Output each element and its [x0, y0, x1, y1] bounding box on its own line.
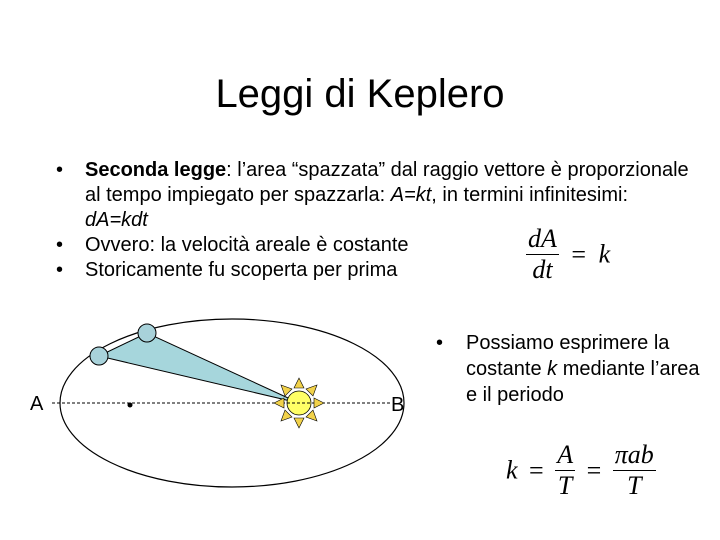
ellipse-center	[128, 403, 133, 408]
planet-position-1	[138, 324, 156, 342]
second-law-infinitesimal: , in termini infinitesimi:	[431, 184, 629, 206]
planet-position-2	[90, 347, 108, 365]
constant-k-symbol: k	[547, 358, 558, 380]
formula2-equals-2: =	[586, 455, 602, 485]
formula2-den-1: T	[555, 470, 575, 501]
constant-k-intro: Possiamo esprimere la costante	[466, 332, 670, 380]
formula-rhs: k	[598, 239, 611, 269]
formula2-fraction-ellipse	[613, 440, 656, 501]
constant-k-text	[466, 330, 706, 408]
formula-numerator: dA	[528, 224, 557, 253]
page-title: Leggi di Keplero	[215, 72, 505, 116]
constant-k-rest: mediante l’area e il periodo	[466, 358, 700, 406]
bullet-areal-velocity: • Ovvero: la velocità areale è costante	[56, 233, 696, 258]
formula2-num-2: πab	[614, 440, 654, 469]
bullet-marker: •	[436, 332, 444, 354]
label-aphelion: A	[30, 393, 44, 415]
formula2-num-1: A	[557, 440, 574, 469]
formula-denominator: dt	[526, 254, 559, 285]
formula-equals: =	[571, 239, 587, 269]
formula2-lhs: k	[506, 455, 518, 485]
sun-icon	[274, 378, 324, 428]
equation-a-kt: A=kt	[390, 184, 432, 206]
formula2-fraction-area	[555, 440, 575, 501]
swept-area	[99, 333, 299, 403]
formula2-den-2: T	[613, 470, 656, 501]
formula-constant-k	[506, 440, 656, 501]
equation-da-kdt: dA=kdt	[85, 209, 148, 231]
label-perihelion: B	[391, 394, 405, 416]
second-law-text: : l’area “spazzata” dal raggio vettore è proporzionale al tempo impiegato per spazzarla:	[85, 159, 689, 206]
formula2-equals-1: =	[529, 455, 544, 485]
bullet-historical: • Storicamente fu scoperta per prima	[56, 258, 696, 283]
second-law-label: Seconda legge	[85, 159, 227, 181]
